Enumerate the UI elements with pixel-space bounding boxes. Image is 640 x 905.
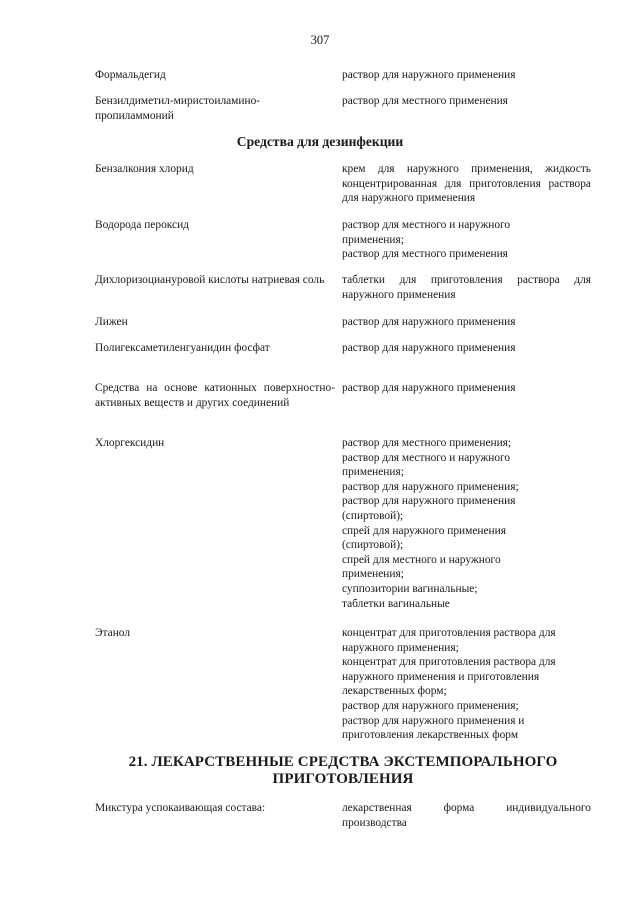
dosage-form: раствор для наружного применения bbox=[342, 69, 516, 81]
drug-name: Микстура успокаивающая состава: bbox=[95, 802, 266, 814]
drug-name: Дихлоризоциануровой кислоты натриевая соль bbox=[95, 274, 325, 286]
dosage-form: лекарственная форма индивидуального производства bbox=[342, 802, 591, 829]
drug-name: Бензалкония хлорид bbox=[95, 163, 194, 175]
dosage-form: раствор для местного применения; bbox=[342, 437, 512, 449]
dosage-form: спрей для местного и наружного применения; bbox=[342, 553, 501, 581]
dosage-form: крем для наружного применения, жидкость концентрированная для приготовления раствора для наружного применения bbox=[342, 163, 591, 205]
dosage-form: раствор для наружного применения bbox=[342, 316, 516, 328]
drug-name: Хлоргексидин bbox=[95, 437, 165, 449]
dosage-form: раствор для наружного применения bbox=[342, 342, 516, 354]
section-heading-disinfection: Средства для дезинфекции bbox=[236, 134, 404, 149]
dosage-form: спрей для наружного применения (спиртовой); bbox=[342, 524, 506, 552]
drug-name: Полигексаметиленгуанидин фосфат bbox=[95, 342, 270, 354]
drug-name: Лижен bbox=[95, 316, 128, 328]
dosage-form-list bbox=[342, 218, 542, 262]
drug-name: Бензилдиметил-миристоиламино-пропиламмоний bbox=[95, 95, 261, 122]
dosage-form-list bbox=[342, 436, 542, 611]
dosage-form-list bbox=[342, 626, 591, 743]
drug-name: Средства на основе катионных поверхностно-активных веществ и других соединений bbox=[95, 382, 335, 409]
chapter-heading-21: 21. ЛЕКАРСТВЕННЫЕ СРЕДСТВА ЭКСТЕМПОРАЛЬНОГО ПРИГОТОВЛЕНИЯ bbox=[128, 754, 558, 787]
page-number: 307 bbox=[310, 33, 330, 47]
drug-name: Формальдегид bbox=[95, 69, 166, 81]
dosage-form: раствор для местного применения bbox=[342, 248, 508, 261]
dosage-form: раствор для местного применения bbox=[342, 95, 508, 107]
dosage-form: суппозитории вагинальные; bbox=[342, 582, 478, 595]
drug-name: Водорода пероксид bbox=[95, 219, 189, 231]
dosage-form: раствор для местного и наружного применения; bbox=[342, 451, 511, 479]
dosage-form: раствор для наружного применения (спиртовой); bbox=[342, 495, 516, 522]
dosage-form: таблетки вагинальные bbox=[342, 597, 450, 610]
dosage-form: концентрат для приготовления раствора для наружного применения; bbox=[342, 627, 556, 654]
dosage-form: раствор для наружного применения bbox=[342, 382, 516, 394]
dosage-form: концентрат для приготовления раствора для наружного применения и приготовления лекарственных форм; bbox=[342, 656, 556, 698]
dosage-form: раствор для наружного применения и приготовления лекарственных форм bbox=[342, 714, 525, 742]
dosage-form: раствор для наружного применения; bbox=[342, 480, 519, 493]
dosage-form: раствор для местного и наружного применения; bbox=[342, 219, 511, 246]
dosage-form: раствор для наружного применения; bbox=[342, 699, 519, 712]
drug-name: Этанол bbox=[95, 627, 131, 639]
dosage-form: таблетки для приготовления раствора для наружного применения bbox=[342, 274, 591, 301]
